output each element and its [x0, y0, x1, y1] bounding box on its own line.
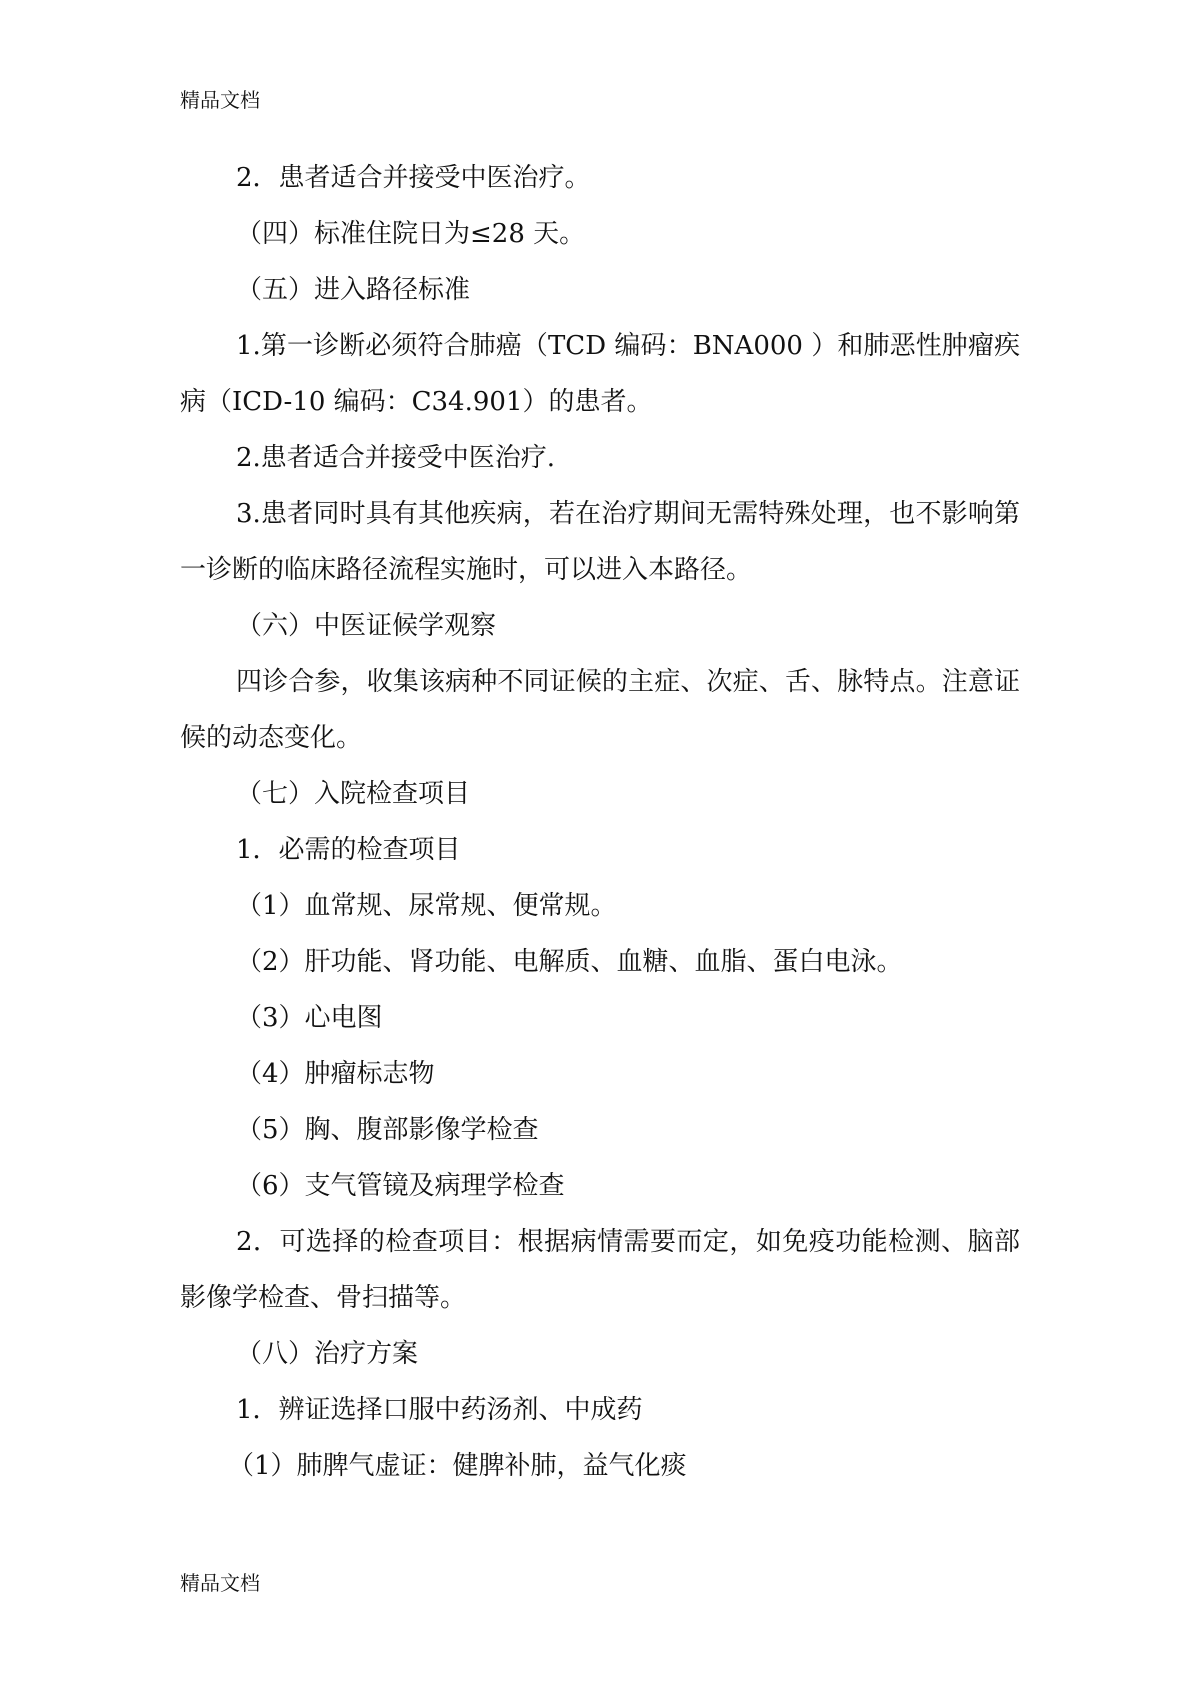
- document-body: [180, 150, 1020, 1494]
- section-heading: （八）治疗方案: [236, 1339, 419, 1369]
- section-heading: （七）入院检查项目: [236, 779, 471, 809]
- subheading: 1．辨证选择口服中药汤剂、中成药: [236, 1395, 643, 1425]
- section-heading: （四）标准住院日为≤28 天。: [236, 219, 586, 249]
- list-item: （5）胸、腹部影像学检查: [236, 1115, 539, 1145]
- page-footer: 精品文档: [180, 1571, 260, 1595]
- section-heading: （六）中医证候学观察: [236, 611, 497, 641]
- list-item: （3）心电图: [236, 1003, 383, 1033]
- paragraph: 3.患者同时具有其他疾病，若在治疗期间无需特殊处理，也不影响第一诊断的临床路径流程实施时，可以进入本路径。: [180, 499, 1020, 585]
- subheading: 1．必需的检查项目: [236, 835, 461, 865]
- page-header: 精品文档: [180, 88, 260, 112]
- list-item: （6）支气管镜及病理学检查: [236, 1171, 565, 1201]
- list-item: （1）血常规、尿常规、便常规。: [236, 891, 617, 921]
- section-heading: （五）进入路径标准: [236, 275, 471, 305]
- list-item: （4）肿瘤标志物: [236, 1059, 435, 1089]
- paragraph: 1.第一诊断必须符合肺癌（TCD 编码：BNA000 ）和肺恶性肿瘤疾病（ICD-10 编码：C34.901）的患者。: [180, 331, 1020, 417]
- paragraph: 2.患者适合并接受中医治疗.: [236, 443, 556, 473]
- list-item: （2）肝功能、肾功能、电解质、血糖、血脂、蛋白电泳。: [236, 947, 903, 977]
- paragraph: 2．可选择的检查项目：根据病情需要而定，如免疫功能检测、脑部影像学检查、骨扫描等。: [180, 1227, 1020, 1313]
- paragraph: 四诊合参，收集该病种不同证候的主症、次症、舌、脉特点。注意证候的动态变化。: [180, 667, 1020, 753]
- list-item: （1）肺脾气虚证：健脾补肺，益气化痰: [228, 1451, 687, 1481]
- paragraph: 2．患者适合并接受中医治疗。: [236, 163, 591, 193]
